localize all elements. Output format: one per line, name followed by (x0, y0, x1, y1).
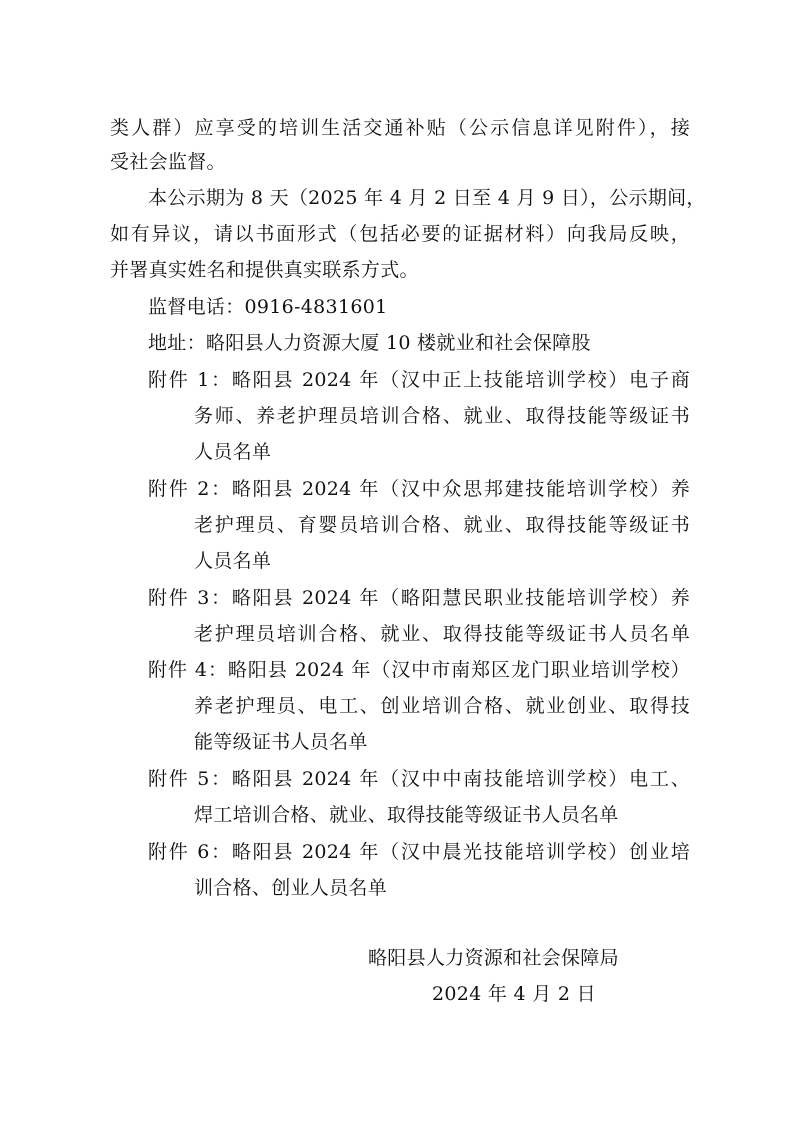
paragraph-1-line-2: 受社会监督。 (110, 151, 226, 173)
attachment-1-line-2: 务师、养老护理员培训合格、就业、取得技能等级证书 (194, 405, 690, 427)
attachment-3-line-2: 老护理员培训合格、就业、取得技能等级证书人员名单 (194, 623, 690, 645)
attachment-2-line-1: 附件 2：略阳县 2024 年（汉中众思邦建技能培训学校）养 (148, 478, 690, 500)
paragraph-2-line-1: 本公示期为 8 天（2025 年 4 月 2 日至 4 月 9 日），公示期间， (148, 187, 706, 209)
attachment-1-line-3: 人员名单 (194, 441, 272, 463)
attachment-6-line-1: 附件 6：略阳县 2024 年（汉中晨光技能培训学校）创业培 (148, 841, 690, 863)
attachment-4-line-3: 能等级证书人员名单 (194, 731, 368, 753)
paragraph-1-line-1: 类人群）应享受的培训生活交通补贴（公示信息详见附件），接 (110, 117, 690, 139)
attachment-4-line-1: 附件 4：略阳县 2024 年（汉中市南郑区龙门职业培训学校） (148, 659, 690, 681)
attachment-6-line-2: 训合格、创业人员名单 (194, 877, 388, 899)
attachment-1-line-1: 附件 1：略阳县 2024 年（汉中正上技能培训学校）电子商 (148, 369, 690, 391)
attachment-5-line-2: 焊工培训合格、就业、取得技能等级证书人员名单 (194, 804, 619, 826)
signature-organization: 略阳县人力资源和社会保障局 (368, 947, 619, 969)
attachment-2-line-3: 人员名单 (194, 550, 272, 572)
office-address: 地址：略阳县人力资源大厦 10 楼就业和社会保障股 (148, 332, 591, 354)
attachment-4-line-2: 养老护理员、电工、创业培训合格、就业创业、取得技 (194, 695, 690, 717)
signature-date: 2024 年 4 月 2 日 (432, 983, 596, 1005)
attachment-3-line-1: 附件 3：略阳县 2024 年（略阳慧民职业技能培训学校）养 (148, 587, 690, 609)
attachment-2-line-2: 老护理员、育婴员培训合格、就业、取得技能等级证书 (194, 514, 690, 536)
supervision-phone: 监督电话：0916-4831601 (148, 296, 388, 318)
paragraph-2-line-3: 并署真实姓名和提供真实联系方式。 (110, 259, 419, 281)
attachment-5-line-1: 附件 5：略阳县 2024 年（汉中中南技能培训学校）电工、 (148, 768, 690, 790)
paragraph-2-line-2: 如有异议，请以书面形式（包括必要的证据材料）向我局反映， (110, 223, 690, 245)
